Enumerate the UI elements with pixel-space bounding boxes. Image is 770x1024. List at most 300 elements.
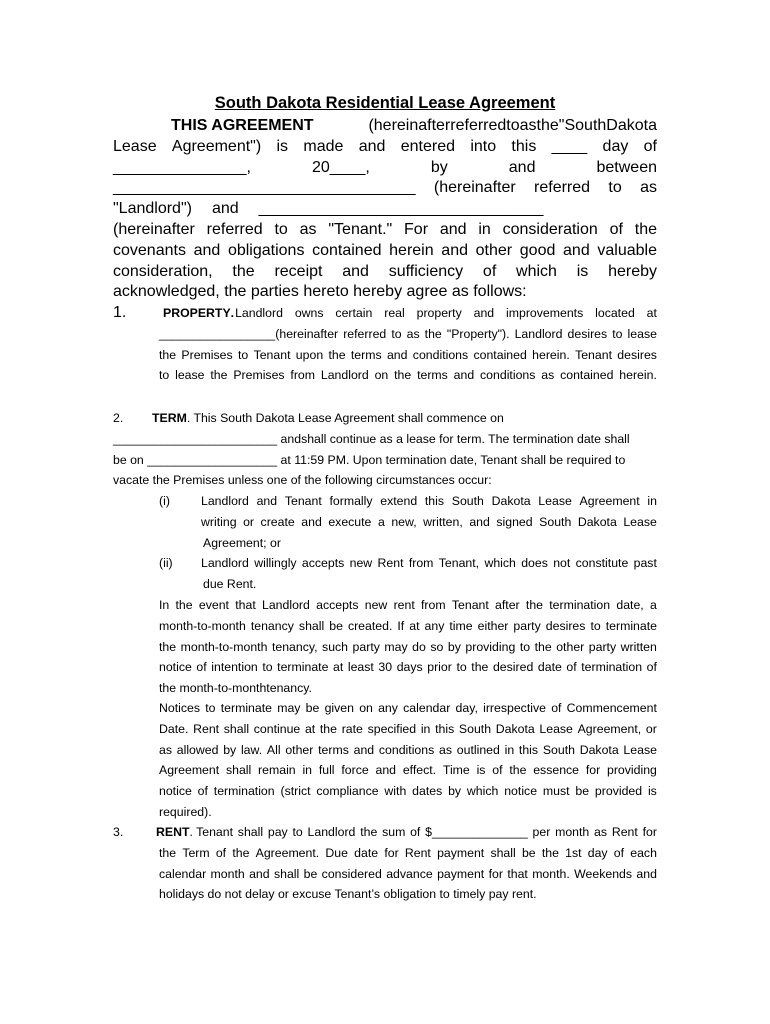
- word: in: [302, 763, 313, 778]
- section-2-number: 2.: [113, 411, 124, 425]
- word: herein.: [532, 347, 570, 362]
- word: to: [205, 701, 216, 715]
- word: good: [519, 241, 556, 259]
- word: (strict: [280, 784, 311, 799]
- word: written,: [423, 514, 463, 529]
- section-1-line: PROPERTY . Landlord owns certain real property and improvements located at: [159, 303, 657, 324]
- word: "Property").: [446, 326, 510, 341]
- word: is: [276, 137, 289, 155]
- holdover-paragraph: In the event that Landlord accepts new rent from Tenant after the termination date, a month-to-month tenancy shall be created. If at any time either party desires to terminate the month-to-month tenancy, such party may do so by providing to the other party written notice of intention to terminate at least 30 days prior to the desired date of termination of the month-to-monthtenancy.: [159, 595, 657, 699]
- word: as: [159, 742, 172, 757]
- word: by: [448, 784, 462, 799]
- word: party: [513, 618, 541, 633]
- word: full: [318, 763, 335, 778]
- word: shall: [225, 763, 252, 778]
- word: the: [319, 721, 337, 736]
- word: Weekends: [574, 866, 633, 881]
- word: tenancy,: [271, 639, 318, 654]
- word: to: [391, 326, 402, 341]
- word: accepts: [316, 598, 359, 612]
- word: payment: [437, 845, 485, 860]
- word: the: [536, 117, 559, 134]
- word: Due: [325, 845, 348, 860]
- word: terminate: [220, 701, 272, 715]
- word: to: [262, 660, 273, 675]
- word: termination: [213, 784, 275, 799]
- word: and: [563, 241, 590, 259]
- word: the: [471, 660, 489, 675]
- word: located: [595, 306, 635, 320]
- word: lease: [627, 326, 657, 341]
- word: of: [482, 262, 497, 280]
- word: property: [416, 306, 462, 320]
- word: 20____,: [311, 158, 370, 176]
- word: . Tenant: [189, 825, 234, 839]
- word: conditions: [480, 368, 536, 383]
- word: Tenant: [284, 494, 322, 508]
- word: that: [507, 866, 528, 881]
- word: may: [277, 701, 301, 715]
- word: Agreement: [159, 763, 220, 778]
- word: Landlord: [201, 494, 249, 508]
- word: South: [451, 494, 484, 508]
- word: pay: [267, 825, 288, 839]
- word: Agreement,: [577, 721, 642, 736]
- word: from: [421, 598, 446, 612]
- word: desired: [492, 660, 534, 675]
- word: this: [424, 494, 445, 508]
- word: that: [235, 598, 256, 612]
- notices-paragraph: Notices to terminate may be given on any calendar day, irrespective of Commencement Date. Rent shall continue at the rate specified in this South Dakota Lease Agreement, or as allowed by law. All other terms and conditions as outlined in this South Dakota Lease Agreement shall remain in full force and effect. Time is of the essence for providing notice of termination (strict compliance with dates by which notice must be provided is required).: [159, 698, 657, 823]
- word: $______________: [425, 825, 528, 839]
- word: force: [341, 763, 369, 778]
- word: created.: [347, 618, 393, 633]
- word: 1st: [565, 845, 582, 860]
- word: desires: [545, 618, 586, 633]
- word: of: [613, 845, 625, 860]
- word: All: [266, 742, 281, 757]
- intro-line: [113, 158, 657, 179]
- word: Dakota: [577, 514, 617, 529]
- word: written: [620, 639, 657, 654]
- word: Dakota: [579, 742, 619, 757]
- item-marker: (ii): [159, 556, 173, 570]
- word: and: [636, 866, 657, 881]
- word: party: [352, 639, 380, 654]
- word: do: [412, 639, 426, 654]
- word: rent: [393, 598, 415, 612]
- word: terminate: [605, 618, 657, 633]
- word: upon: [295, 347, 324, 362]
- word: calendar: [159, 866, 207, 881]
- word: of: [410, 825, 421, 839]
- item-last-line: due Rent.: [203, 576, 257, 591]
- word: in: [420, 721, 431, 736]
- intro-line: [113, 178, 657, 199]
- word: and: [342, 262, 369, 280]
- word: to: [590, 618, 601, 633]
- word: In: [159, 598, 170, 612]
- word: at: [409, 618, 420, 633]
- word: the: [424, 326, 442, 341]
- word: (hereinafter: [113, 220, 195, 238]
- word: Tenant,: [438, 556, 480, 570]
- word: of: [609, 220, 623, 238]
- word: contained: [473, 347, 527, 362]
- word: Date.: [159, 721, 189, 736]
- word: compliance: [316, 784, 379, 799]
- word: month: [555, 825, 590, 839]
- word: this: [435, 721, 455, 736]
- word: a: [377, 514, 385, 529]
- word: other: [285, 742, 314, 757]
- word: 30: [378, 660, 393, 675]
- word: and: [375, 763, 397, 778]
- word: For: [404, 220, 429, 238]
- word: past: [633, 556, 657, 570]
- word: providing: [465, 639, 516, 654]
- word: consideration,: [113, 262, 213, 280]
- word: with: [384, 784, 407, 799]
- word: (hereinafter: [368, 117, 451, 134]
- word: party: [588, 639, 617, 654]
- word: Commencement: [566, 701, 657, 715]
- word: Lease: [113, 137, 157, 155]
- word: "Landlord"): [113, 200, 192, 218]
- word: be: [521, 845, 536, 860]
- section-1-line: [159, 365, 657, 386]
- word: the: [634, 220, 657, 238]
- section-1-property: [159, 303, 657, 386]
- word: in: [647, 494, 657, 508]
- word: month-to-month: [180, 639, 268, 654]
- section-1-number: 1.: [113, 304, 127, 321]
- word: be: [305, 701, 320, 715]
- word: to: [612, 326, 623, 341]
- word: sum: [382, 825, 406, 839]
- word: to: [456, 660, 467, 675]
- word: days: [396, 660, 423, 675]
- word: which: [484, 556, 516, 570]
- word: the: [159, 347, 177, 362]
- word: Lease: [539, 721, 573, 736]
- word: termination: [581, 660, 643, 675]
- word: and: [256, 494, 278, 508]
- word: allowed: [176, 742, 219, 757]
- word: to: [506, 117, 520, 134]
- word: and: [193, 241, 221, 259]
- intro-line: [113, 241, 657, 262]
- word: referred: [343, 326, 387, 341]
- word: lease: [175, 368, 205, 383]
- word: notice: [159, 660, 192, 675]
- word: Term: [182, 845, 210, 860]
- word: for: [384, 845, 399, 860]
- word: by: [430, 158, 448, 176]
- word: so: [430, 639, 444, 654]
- word: or: [243, 514, 255, 529]
- word: writing: [201, 514, 237, 529]
- word: Lease: [623, 514, 657, 529]
- word: new,: [391, 514, 417, 529]
- word: ____: [551, 137, 588, 155]
- word: consideration: [502, 220, 598, 238]
- word: be: [329, 618, 343, 633]
- word: Notices: [159, 701, 201, 715]
- word: must: [542, 784, 570, 799]
- word: (hereinafter: [433, 179, 516, 197]
- word: the: [534, 639, 552, 654]
- word: termination: [549, 598, 611, 612]
- word: "South: [558, 117, 607, 134]
- word: as: [299, 220, 317, 238]
- word: Rent: [611, 825, 638, 839]
- word: valuable: [597, 241, 657, 259]
- word: Landlord: [235, 306, 283, 320]
- word: providing: [606, 763, 657, 778]
- word: entered: [400, 137, 455, 155]
- word: month: [210, 866, 245, 881]
- section-3-line: [113, 822, 657, 843]
- word: between: [596, 158, 657, 176]
- word: execute: [328, 514, 372, 529]
- word: intention: [211, 660, 258, 675]
- word: the: [232, 845, 250, 860]
- word: __________________________________: [113, 179, 416, 197]
- word: referred: [450, 117, 507, 134]
- word: in: [478, 220, 491, 238]
- word: new: [364, 598, 388, 612]
- word: for: [642, 825, 657, 839]
- word: the: [541, 845, 559, 860]
- intro-line: acknowledged, the parties hereto hereby agree as follows:: [113, 283, 527, 301]
- word: of: [646, 660, 657, 675]
- word: in: [504, 742, 515, 757]
- word: notice: [504, 784, 538, 799]
- word: payment: [437, 866, 485, 881]
- word: desires: [617, 347, 657, 362]
- word: to: [608, 179, 622, 197]
- word: irrespective: [483, 701, 546, 715]
- word: contained: [560, 368, 614, 383]
- section-2-line: 2. TERM. This South Dakota Lease Agreement shall commence on: [113, 408, 657, 429]
- word: month-to-month: [159, 618, 246, 633]
- word: shall: [273, 866, 300, 881]
- word: either: [477, 618, 509, 633]
- section-2-heading: TERM: [152, 411, 187, 425]
- word: specified: [367, 721, 417, 736]
- word: Rent: [404, 845, 431, 860]
- word: for: [488, 866, 503, 881]
- word: dates: [412, 784, 443, 799]
- word: South: [539, 514, 572, 529]
- word: referred: [534, 179, 591, 197]
- word: considered: [321, 866, 382, 881]
- word: a: [649, 598, 657, 612]
- word: be: [575, 784, 590, 799]
- word: may: [384, 639, 408, 654]
- word: which: [516, 262, 557, 280]
- section-1-heading: PROPERTY: [163, 306, 231, 320]
- word: willingly: [254, 556, 297, 570]
- word: or: [645, 721, 657, 736]
- word: and: [441, 241, 468, 259]
- word: at: [304, 721, 316, 736]
- word: of: [215, 845, 227, 860]
- section-3-number: 3.: [113, 825, 124, 839]
- word: least: [347, 660, 374, 675]
- word: extend: [380, 494, 418, 508]
- word: receipt: [274, 262, 323, 280]
- word: the: [525, 598, 544, 612]
- word: sufficiency: [388, 262, 464, 280]
- word: of: [643, 137, 657, 155]
- word: Landlord: [307, 825, 356, 839]
- word: is: [647, 784, 657, 799]
- word: and: [249, 866, 270, 881]
- word: calendar: [403, 701, 451, 715]
- word: Tenant: [575, 347, 612, 362]
- word: certain: [335, 306, 373, 320]
- word: provided: [594, 784, 643, 799]
- word: the: [360, 825, 378, 839]
- word: on: [374, 368, 389, 383]
- word: given: [324, 701, 354, 715]
- word: such: [322, 639, 349, 654]
- word: of: [566, 660, 577, 675]
- word: desires: [567, 326, 608, 341]
- word: the: [509, 763, 527, 778]
- word: Lease: [538, 494, 572, 508]
- term-item-ii: [159, 553, 657, 595]
- word: date: [354, 845, 379, 860]
- word: signed: [496, 514, 533, 529]
- word: terminate: [277, 660, 329, 675]
- item-last-line: Agreement; or: [203, 535, 281, 550]
- word: Landlord: [201, 556, 249, 570]
- word: to: [274, 220, 288, 238]
- word: this: [518, 742, 539, 757]
- word: "Tenant.": [328, 220, 393, 238]
- word: Agreement: [579, 494, 640, 508]
- word: to: [292, 825, 303, 839]
- word: hereby: [608, 262, 657, 280]
- section-2-line: be on ___________________ at 11:59 PM. Upon termination date, Tenant shall be required to: [113, 452, 626, 467]
- word: Agreement.: [255, 845, 320, 860]
- word: referred: [206, 220, 263, 238]
- word: of: [197, 784, 208, 799]
- word: Landlord: [320, 368, 369, 383]
- word: of: [551, 701, 562, 715]
- word: constitute: [575, 556, 629, 570]
- word: South: [542, 742, 575, 757]
- word: is: [576, 262, 589, 280]
- word: other: [475, 241, 513, 259]
- word: contained: [312, 241, 382, 259]
- word: by: [223, 742, 237, 757]
- word: event: [198, 598, 229, 612]
- word: at: [646, 306, 657, 320]
- word: herein.: [619, 368, 657, 383]
- word: essence: [533, 763, 580, 778]
- word: tenancy: [250, 618, 294, 633]
- word: conditions: [378, 742, 435, 757]
- word: from: [290, 368, 316, 383]
- word: continue: [253, 721, 301, 736]
- word: herein: [389, 241, 434, 259]
- word: the: [175, 598, 193, 612]
- word: Dakota: [606, 117, 657, 134]
- word: terms: [318, 742, 349, 757]
- word: made: [303, 137, 344, 155]
- section-2-line: vacate the Premises unless one of the following circumstances occur:: [113, 473, 492, 488]
- word: ________________________________: [258, 200, 544, 218]
- word: remain: [258, 763, 296, 778]
- word: advance: [386, 866, 433, 881]
- word: from: [408, 556, 434, 570]
- term-item-i: [159, 491, 657, 553]
- document-title: South Dakota Residential Lease Agreement: [214, 94, 556, 112]
- word: Landlord: [514, 326, 563, 341]
- word: covenants: [113, 241, 186, 259]
- word: Time: [442, 763, 470, 778]
- word: shall: [298, 618, 325, 633]
- word: Tenant: [253, 347, 291, 362]
- word: for: [585, 763, 601, 778]
- word: law.: [240, 742, 263, 757]
- word: any: [378, 701, 398, 715]
- intro-lead-bold: THIS AGREEMENT: [171, 117, 314, 134]
- word: _______________,: [113, 158, 251, 176]
- word: obligations: [227, 241, 305, 259]
- word: the: [394, 368, 412, 383]
- word: and: [453, 368, 475, 383]
- word: prior: [427, 660, 452, 675]
- word: Rent: [377, 556, 404, 570]
- word: shall: [490, 845, 516, 860]
- word: as: [439, 742, 453, 757]
- word: be: [303, 866, 318, 881]
- section-3-heading: RENT: [156, 825, 190, 839]
- word: outlined: [456, 742, 500, 757]
- intro-paragraph: [113, 116, 657, 303]
- word: day: [587, 845, 608, 860]
- word: Dakota: [495, 721, 535, 736]
- word: on: [359, 701, 373, 715]
- word: of: [196, 660, 207, 675]
- intro-line: [113, 199, 657, 220]
- word: and: [386, 347, 408, 362]
- word: the: [210, 368, 228, 383]
- word: If: [397, 618, 405, 633]
- word: and: [508, 158, 536, 176]
- word: and: [358, 137, 386, 155]
- word: new: [349, 556, 373, 570]
- word: conditions: [412, 347, 469, 362]
- word: owns: [294, 306, 324, 320]
- word: the: [232, 262, 255, 280]
- word: time: [449, 618, 473, 633]
- word: any: [424, 618, 445, 633]
- word: notice: [159, 784, 192, 799]
- word: Premises: [181, 347, 233, 362]
- word: by: [447, 639, 461, 654]
- item-marker: (i): [159, 494, 170, 508]
- word: as: [541, 368, 555, 383]
- word: Agreement"): [171, 137, 262, 155]
- word: which: [466, 784, 499, 799]
- section-1-line: [159, 324, 657, 345]
